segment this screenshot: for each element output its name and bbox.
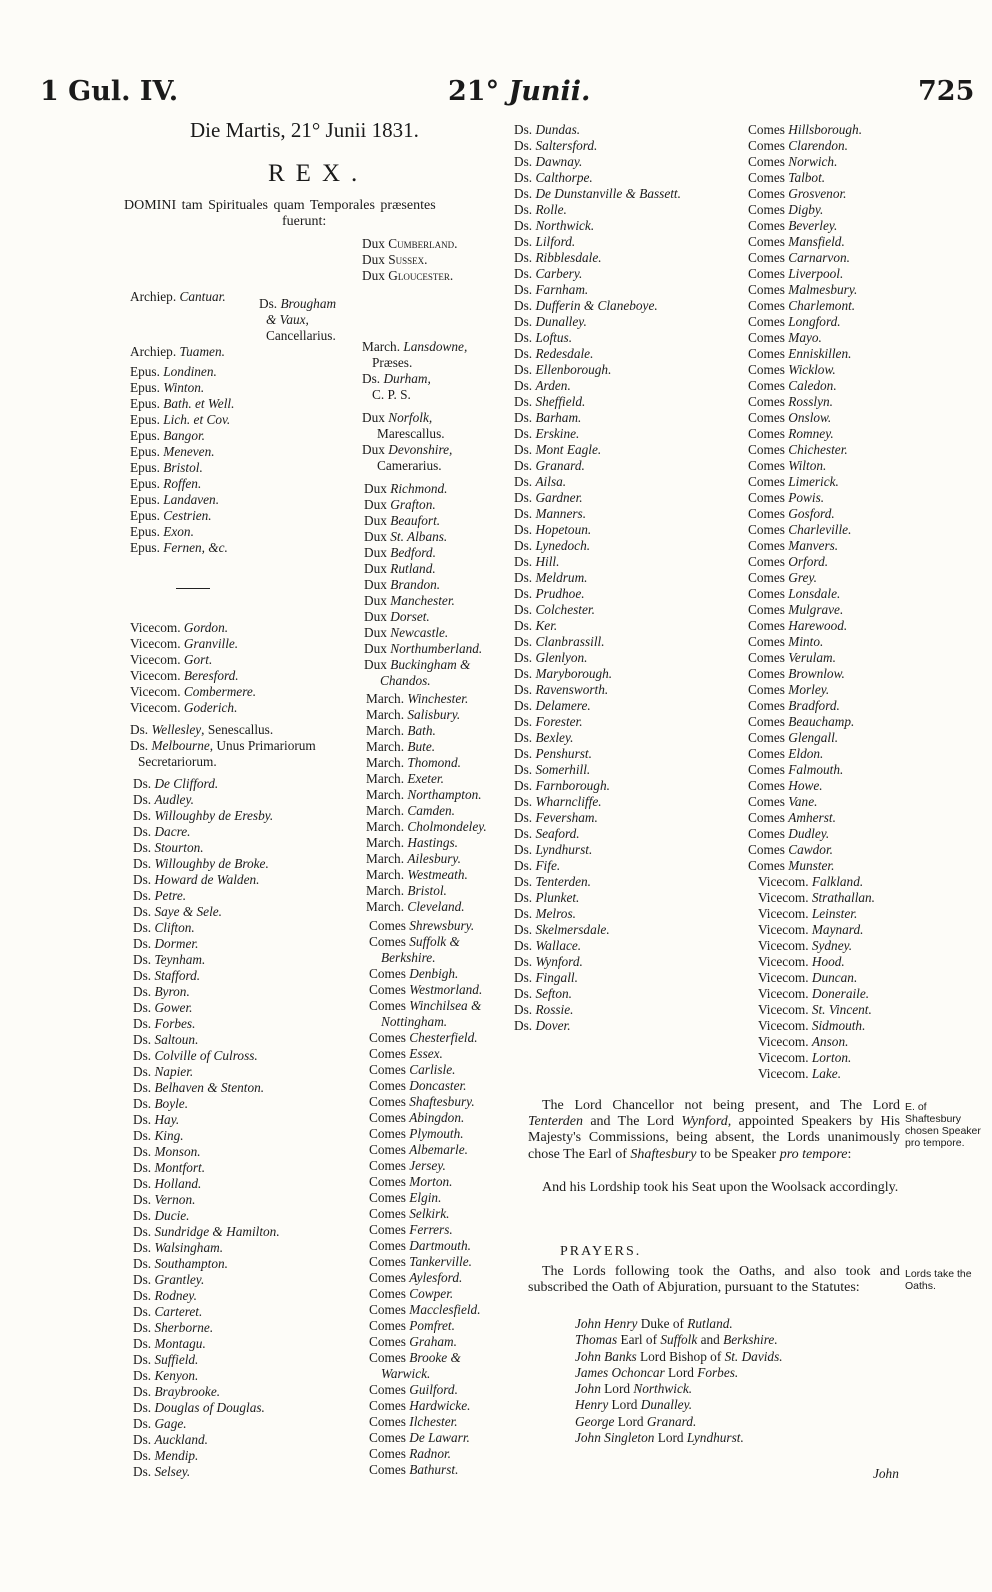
earl-entry: Comes Radnor. (369, 1446, 452, 1461)
earl-entry: Comes Wilton. (748, 458, 827, 473)
baron-entry: Ds. Boyle. (133, 1096, 189, 1111)
earls-list-1 (369, 918, 482, 1478)
viscount-entry: Vicecom. Maynard. (758, 922, 864, 937)
viscount-entry: Vicecom. Duncan. (758, 970, 858, 985)
baron-entry: Ds. Dover. (514, 1018, 571, 1033)
earl-entry: Comes Talbot. (748, 170, 826, 185)
bishop-entry: Epus. Winton. (130, 380, 205, 395)
baron-entry: Ds. Mendip. (133, 1448, 199, 1463)
baron-entry: Ds. Farnborough. (514, 778, 610, 793)
earl-entry: Comes Guilford. (369, 1382, 458, 1397)
baron-entry: Ds. Fingall. (514, 970, 578, 985)
bishop-entry: Epus. Meneven. (130, 444, 215, 459)
domini-line: DOMINI tam Spirituales quam Temporales præsentes (124, 198, 436, 213)
lord-chamberlain: Dux Devonshire, (362, 442, 453, 457)
viscounts-list-2 (758, 874, 875, 1082)
baron-entry: Ds. Howard de Walden. (133, 872, 260, 887)
oath-entry: John Singleton Lord Lyndhurst. (575, 1430, 744, 1446)
baron-entry: Ds. Teynham. (133, 952, 206, 967)
viscount-entry: Vicecom. St. Vincent. (758, 1002, 872, 1017)
earl-entry: Comes Bathurst. (369, 1462, 459, 1477)
viscount-entry: Vicecom. Falkland. (758, 874, 864, 889)
section-divider (176, 588, 210, 589)
secretary-of-state: Ds. Melbourne, Unus Primariorum (130, 738, 316, 753)
baron-entry: Ds. Walsingham. (133, 1240, 224, 1255)
earl-entry: Comes Macclesfield. (369, 1302, 481, 1317)
lord-chancellor-office: Cancellarius. (266, 328, 336, 343)
baron-entry: Ds. Manners. (514, 506, 587, 521)
baron-entry: Ds. Lyndhurst. (514, 842, 593, 857)
duke-entry: Dux Newcastle. (364, 625, 449, 640)
earl-entry: Comes Brooke & (369, 1350, 461, 1365)
fuerunt-line: fuerunt: (282, 214, 327, 229)
baron-entry: Ds. Wallace. (514, 938, 582, 953)
prayers-heading: PRAYERS. (560, 1244, 642, 1259)
earl-entry: Comes Falmouth. (748, 762, 844, 777)
baron-entry: Ds. Ailsa. (514, 474, 567, 489)
baron-entry: Ds. Plunket. (514, 890, 580, 905)
viscount-entry: Vicecom. Granville. (130, 636, 239, 651)
earl-entry: Comes Chichester. (748, 442, 848, 457)
baron-entry: Ds. Dufferin & Claneboye. (514, 298, 658, 313)
oath-takers-list (575, 1316, 783, 1446)
baron-entry: Ds. Delamere. (514, 698, 591, 713)
seat-paragraph: And his Lordship took his Seat upon the Woolsack accordingly. (542, 1180, 899, 1195)
baron-entry: Ds. De Clifford. (133, 776, 219, 791)
marquess-entry: March. Cholmondeley. (366, 819, 487, 834)
marquess-entry: March. Camden. (366, 803, 456, 818)
baron-entry: Ds. Fife. (514, 858, 561, 873)
baron-entry: Ds. Stafford. (133, 968, 201, 983)
baron-entry: Ds. Saltersford. (514, 138, 598, 153)
viscount-entry: Vicecom. Sydney. (758, 938, 853, 953)
oath-entry: George Lord Granard. (575, 1413, 697, 1429)
baron-entry: Ds. Penshurst. (514, 746, 592, 761)
duke-entry: Dux Richmond. (364, 481, 448, 496)
earl-marshal: Dux Norfolk, (362, 410, 433, 425)
baron-entry: Ds. Seaford. (514, 826, 580, 841)
viscount-entry: Vicecom. Combermere. (130, 684, 257, 699)
earl-entry: Comes Mansfield. (748, 234, 845, 249)
page-number: 725 (918, 76, 975, 107)
baron-entry: Ds. Maryborough. (514, 666, 613, 681)
running-head-center (448, 78, 590, 105)
baron-entry: Ds. Feversham. (514, 810, 598, 825)
baron-entry: Ds. Monson. (133, 1144, 201, 1159)
earl-entry: Comes Howe. (748, 778, 823, 793)
baron-entry: Ds. Southampton. (133, 1256, 228, 1271)
baron-entry: Ds. Prudhoe. (514, 586, 585, 601)
earl-entry: Comes Shaftesbury. (369, 1094, 475, 1109)
baron-entry: Ds. Vernon. (133, 1192, 196, 1207)
duke-entry: Dux Beaufort. (364, 513, 441, 528)
earl-entry: Nottingham. (381, 1014, 448, 1029)
baron-entry: Ds. Gage. (133, 1416, 187, 1431)
viscounts-list (130, 620, 256, 716)
duke-entry: Dux Rutland. (364, 561, 436, 576)
baron-entry: Ds. Mont Eagle. (514, 442, 602, 457)
earl-entry: Comes Carnarvon. (748, 250, 850, 265)
baron-entry: Ds. Dormer. (133, 936, 199, 951)
earl-entry: Comes Westmorland. (369, 982, 483, 997)
viscount-entry: Vicecom. Hood. (758, 954, 845, 969)
baron-entry: Ds. Calthorpe. (514, 170, 593, 185)
bishop-entry: Epus. Bristol. (130, 460, 203, 475)
earls-list-2 (748, 122, 862, 874)
baron-entry: Ds. De Dunstanville & Bassett. (514, 186, 681, 201)
oath-entry: Thomas Earl of Suffolk and Berkshire. (575, 1332, 778, 1348)
baron-entry: Ds. Forbes. (133, 1016, 196, 1031)
earl-entry: Comes Munster. (748, 858, 835, 873)
earl-entry: Comes Grey. (748, 570, 817, 585)
baron-entry: Ds. Melros. (514, 906, 576, 921)
earl-entry: Comes Morton. (369, 1174, 453, 1189)
baron-entry: Ds. Willoughby de Eresby. (133, 808, 274, 823)
earl-entry: Comes Longford. (748, 314, 841, 329)
duke-entry: Dux St. Albans. (364, 529, 448, 544)
earl-entry: Berkshire. (381, 950, 436, 965)
oath-entry: John Banks Lord Bishop of St. Davids. (575, 1348, 783, 1364)
bishops-list (130, 364, 234, 556)
baron-entry: Ds. Saye & Sele. (133, 904, 222, 919)
month-name: Junii. (508, 76, 591, 107)
marquess-entry: March. Winchester. (366, 691, 469, 706)
baron-entry: Ds. Dunalley. (514, 314, 587, 329)
earl-entry: Comes Grosvenor. (748, 186, 847, 201)
baron-entry: Ds. Petre. (133, 888, 187, 903)
earl-entry: Comes Charleville. (748, 522, 852, 537)
baron-entry: Ds. Auckland. (133, 1432, 208, 1447)
bishop-entry: Epus. Londinen. (130, 364, 217, 379)
baron-entry: Ds. Douglas of Douglas. (133, 1400, 265, 1415)
earl-entry: Comes Digby. (748, 202, 824, 217)
privy-seal: Ds. Durham, (362, 371, 431, 386)
earl-entry: Comes Cowper. (369, 1286, 454, 1301)
earl-entry: Comes Wicklow. (748, 362, 836, 377)
baron-entry: Ds. Lilford. (514, 234, 576, 249)
baron-entry: Ds. Tenterden. (514, 874, 591, 889)
baron-entry: Ds. Gower. (133, 1000, 193, 1015)
marquess-entry: March. Thomond. (366, 755, 461, 770)
duke-entry: Dux Brandon. (364, 577, 441, 592)
baron-entry: Ds. Skelmersdale. (514, 922, 610, 937)
baron-entry: Ds. Arden. (514, 378, 571, 393)
earl-entry: Comes Shrewsbury. (369, 918, 475, 933)
marquess-entry: March. Salisbury. (366, 707, 461, 722)
viscount-entry: Vicecom. Sidmouth. (758, 1018, 866, 1033)
earl-entry: Comes Elgin. (369, 1190, 442, 1205)
baron-entry: Ds. Carteret. (133, 1304, 203, 1319)
baron-entry: Ds. Montfort. (133, 1160, 206, 1175)
marquess-entry: March. Bristol. (366, 883, 447, 898)
baron-entry: Ds. Carbery. (514, 266, 583, 281)
baron-entry: Ds. Ker. (514, 618, 558, 633)
marquess-entry: March. Bath. (366, 723, 436, 738)
lord-steward: Ds. Wellesley, Senescallus. (130, 722, 274, 737)
lord-president: March. Lansdowne, (362, 339, 468, 354)
dukes-list (364, 481, 482, 673)
lord-chamberlain-office: Camerarius. (377, 458, 442, 473)
duke-entry: Dux Manchester. (364, 593, 455, 608)
bishop-entry: Epus. Landaven. (130, 492, 220, 507)
baron-entry: Ds. Stourton. (133, 840, 204, 855)
viscount-entry: Vicecom. Gort. (130, 652, 213, 667)
baron-entry: Ds. Colchester. (514, 602, 595, 617)
baron-entry: Ds. Glenlyon. (514, 650, 588, 665)
baron-entry: Ds. Clifton. (133, 920, 195, 935)
oath-entry: John Henry Duke of Rutland. (575, 1316, 733, 1331)
speaker-paragraph: The Lord Chancellor not being present, and The Lord Tenterden and The Lord Wynford, appointed Speakers by His Majesty's Commissions, being absent, the Lords unanimously chose The Earl of Shaftesbury to be Speaker pro tempore: (528, 1098, 900, 1162)
marquess-entry: March. Cleveland. (366, 899, 465, 914)
earl-entry: Comes Bradford. (748, 698, 840, 713)
baron-entry: Ds. Gardner. (514, 490, 583, 505)
viscount-entry: Vicecom. Lorton. (758, 1050, 852, 1065)
earl-entry: Comes Powis. (748, 490, 825, 505)
viscount-entry: Vicecom. Gordon. (130, 620, 229, 635)
baron-entry: Ds. Audley. (133, 792, 194, 807)
privy-seal-office: C. P. S. (372, 387, 411, 402)
earl-entry: Comes Ferrers. (369, 1222, 453, 1237)
baron-entry: Ds. Redesdale. (514, 346, 594, 361)
viscount-entry: Vicecom. Goderich. (130, 700, 238, 715)
oath-entry: John Lord Northwick. (575, 1381, 693, 1397)
baron-entry: Ds. Forester. (514, 714, 583, 729)
earl-entry: Comes Dudley. (748, 826, 830, 841)
earl-entry: Comes Aylesford. (369, 1270, 463, 1285)
earl-entry: Comes Graham. (369, 1334, 457, 1349)
marquesses-list (366, 691, 487, 915)
earl-entry: Comes Selkirk. (369, 1206, 450, 1221)
baron-entry: Ds. Rolle. (514, 202, 567, 217)
earl-entry: Comes Rosslyn. (748, 394, 833, 409)
baron-entry: Ds. Lynedoch. (514, 538, 591, 553)
baron-entry: Ds. Sefton. (514, 986, 572, 1001)
earl-entry: Comes Manvers. (748, 538, 839, 553)
earl-entry: Comes Ilchester. (369, 1414, 458, 1429)
earl-entry: Comes Albemarle. (369, 1142, 468, 1157)
baron-entry: Ds. Sheffield. (514, 394, 586, 409)
earl-entry: Comes Jersey. (369, 1158, 446, 1173)
baron-entry: Ds. Northwick. (514, 218, 595, 233)
earl-entry: Comes Chesterfield. (369, 1030, 478, 1045)
baron-entry: Ds. Bexley. (514, 730, 574, 745)
earl-entry: Comes Vane. (748, 794, 818, 809)
baron-entry: Ds. Hill. (514, 554, 560, 569)
earl-entry: Comes Morley. (748, 682, 830, 697)
earl-entry: Comes Orford. (748, 554, 829, 569)
rex-heading: REX. (268, 160, 369, 187)
earl-entry: Comes Mulgrave. (748, 602, 844, 617)
lord-president-office: Præses. (372, 355, 413, 370)
baron-entry: Ds. Dundas. (514, 122, 581, 137)
royal-duke-entry: Dux Sussex. (362, 252, 428, 267)
oath-entry: Henry Lord Dunalley. (575, 1397, 693, 1413)
marquess-entry: March. Exeter. (366, 771, 444, 786)
earl-entry: Comes Denbigh. (369, 966, 459, 981)
baron-entry: Ds. Erskine. (514, 426, 580, 441)
bishop-entry: Epus. Fernen, &c. (130, 540, 228, 555)
running-head-left: 1 Gul. IV. (40, 76, 179, 107)
baron-entry: Ds. Braybrooke. (133, 1384, 221, 1399)
earl-entry: Warwick. (381, 1366, 431, 1381)
baron-entry: Ds. Barham. (514, 410, 582, 425)
earl-entry: Comes Cawdor. (748, 842, 833, 857)
earl-marshal-office: Marescallus. (377, 426, 445, 441)
earl-entry: Comes Clarendon. (748, 138, 848, 153)
duke-chandos: Chandos. (380, 673, 431, 688)
earl-entry: Comes Caledon. (748, 378, 837, 393)
baron-entry: Ds. Kenyon. (133, 1368, 199, 1383)
earl-entry: Comes Limerick. (748, 474, 839, 489)
baron-entry: Ds. Farnham. (514, 282, 589, 297)
earl-entry: Comes Beauchamp. (748, 714, 855, 729)
baron-entry: Ds. Colville of Culross. (133, 1048, 258, 1063)
marquess-entry: March. Bute. (366, 739, 436, 754)
earl-entry: Comes De Lawarr. (369, 1430, 470, 1445)
earl-entry: Comes Gosford. (748, 506, 835, 521)
earl-entry: Comes Amherst. (748, 810, 836, 825)
earl-entry: Comes Malmesbury. (748, 282, 858, 297)
baron-entry: Ds. Grantley. (133, 1272, 205, 1287)
viscount-entry: Vicecom. Leinster. (758, 906, 858, 921)
baron-entry: Ds. Holland. (133, 1176, 202, 1191)
baron-entry: Ds. Ribblesdale. (514, 250, 602, 265)
baron-entry: Ds. Selsey. (133, 1464, 191, 1479)
baron-entry: Ds. Suffield. (133, 1352, 199, 1367)
viscount-entry: Vicecom. Anson. (758, 1034, 849, 1049)
baron-entry: Ds. Loftus. (514, 330, 573, 345)
earl-entry: Comes Carlisle. (369, 1062, 456, 1077)
baron-entry: Ds. Clanbrassill. (514, 634, 605, 649)
baron-entry: Ds. Hopetoun. (514, 522, 592, 537)
baron-entry: Ds. Montagu. (133, 1336, 206, 1351)
baron-entry: Ds. Granard. (514, 458, 585, 473)
baron-entry: Ds. Rodney. (133, 1288, 197, 1303)
bishop-entry: Epus. Bangor. (130, 428, 205, 443)
duke-entry: Dux Northumberland. (364, 641, 483, 656)
catchword: John (873, 1466, 899, 1481)
earl-entry: Comes Glengall. (748, 730, 839, 745)
sitting-date: Die Martis, 21° Junii 1831. (190, 118, 419, 142)
earl-entry: Comes Norwich. (748, 154, 838, 169)
duke-entry: Dux Grafton. (364, 497, 436, 512)
baron-entry: Ds. Ducie. (133, 1208, 190, 1223)
baron-entry: Ds. Ravensworth. (514, 682, 609, 697)
baron-entry: Ds. Sherborne. (133, 1320, 214, 1335)
marquess-entry: March. Westmeath. (366, 867, 468, 882)
duke-entry: Dux Bedford. (364, 545, 436, 560)
viscount-entry: Vicecom. Doneraile. (758, 986, 870, 1001)
archbishop-tuam: Archiep. Tuamen. (130, 344, 225, 359)
baron-entry: Ds. Wharncliffe. (514, 794, 602, 809)
secretary-office: Secretariorum. (138, 754, 217, 769)
earl-entry: Comes Enniskillen. (748, 346, 852, 361)
baron-entry: Ds. Somerhill. (514, 762, 591, 777)
marquess-entry: March. Ailesbury. (366, 851, 461, 866)
baron-entry: Ds. Wynford. (514, 954, 583, 969)
earl-entry: Comes Beverley. (748, 218, 838, 233)
earl-entry: Comes Pomfret. (369, 1318, 455, 1333)
viscount-entry: Vicecom. Beresford. (130, 668, 239, 683)
duke-entry: Dux Buckingham & (364, 657, 471, 672)
viscount-entry: Vicecom. Lake. (758, 1066, 842, 1081)
margin-note-oaths: Lords take the Oaths. (905, 1268, 972, 1292)
date-numeral: 21° (448, 76, 500, 107)
earl-entry: Comes Charlemont. (748, 298, 856, 313)
baron-entry: Ds. Dawnay. (514, 154, 583, 169)
marquess-entry: March. Hastings. (366, 835, 458, 850)
margin-note-speaker: E. of Shaftesbury chosen Speaker pro tempore. (905, 1101, 981, 1149)
lord-chancellor: Ds. Brougham (259, 296, 337, 311)
baron-entry: Ds. Napier. (133, 1064, 194, 1079)
earl-entry: Comes Tankerville. (369, 1254, 472, 1269)
baron-entry: Ds. King. (133, 1128, 184, 1143)
royal-duke-entry: Dux Cumberland. (362, 236, 458, 251)
baron-entry: Ds. Ellenborough. (514, 362, 612, 377)
earl-entry: Comes Essex. (369, 1046, 443, 1061)
baron-entry: Ds. Sundridge & Hamilton. (133, 1224, 280, 1239)
earl-entry: Comes Minto. (748, 634, 824, 649)
earl-entry: Comes Verulam. (748, 650, 836, 665)
oaths-paragraph: The Lords following took the Oaths, and also took and subscribed the Oath of Abjuration, pursuant to the Statutes: (528, 1264, 900, 1296)
baron-entry: Ds. Dacre. (133, 824, 191, 839)
bishop-entry: Epus. Roffen. (130, 476, 202, 491)
baron-entry: Ds. Saltoun. (133, 1032, 199, 1047)
viscount-entry: Vicecom. Strathallan. (758, 890, 876, 905)
earl-entry: Comes Mayo. (748, 330, 822, 345)
earl-entry: Comes Romney. (748, 426, 834, 441)
earl-entry: Comes Abingdon. (369, 1110, 465, 1125)
earl-entry: Comes Lonsdale. (748, 586, 841, 601)
earl-entry: Comes Dartmouth. (369, 1238, 471, 1253)
earl-entry: Comes Eldon. (748, 746, 824, 761)
royal-duke-entry: Dux Gloucester. (362, 268, 454, 283)
archbishop-canterbury: Archiep. Cantuar. (130, 289, 226, 304)
baron-entry: Ds. Willoughby de Broke. (133, 856, 269, 871)
baron-entry: Ds. Belhaven & Stenton. (133, 1080, 265, 1095)
earl-entry: Comes Liverpool. (748, 266, 844, 281)
baron-entry: Ds. Rossie. (514, 1002, 574, 1017)
earl-entry: Comes Brownlow. (748, 666, 845, 681)
earl-entry: Comes Harewood. (748, 618, 848, 633)
bishop-entry: Epus. Cestrien. (130, 508, 212, 523)
earl-entry: Comes Doncaster. (369, 1078, 467, 1093)
bishop-entry: Epus. Exon. (130, 524, 194, 539)
earl-entry: Comes Suffolk & (369, 934, 460, 949)
baron-entry: Ds. Hay. (133, 1112, 180, 1127)
barons-list-2 (514, 122, 681, 1034)
earl-entry: Comes Onslow. (748, 410, 832, 425)
barons-list-1 (133, 776, 280, 1480)
earl-entry: Comes Hillsborough. (748, 122, 863, 137)
baron-entry: Ds. Byron. (133, 984, 190, 999)
baron-entry: Ds. Meldrum. (514, 570, 588, 585)
marquess-entry: March. Northampton. (366, 787, 482, 802)
oath-entry: James Ochoncar Lord Forbes. (575, 1364, 739, 1380)
lord-chancellor-vaux: & Vaux, (266, 312, 309, 327)
duke-entry: Dux Dorset. (364, 609, 430, 624)
earl-entry: Comes Winchilsea & (369, 998, 482, 1013)
earl-entry: Comes Plymouth. (369, 1126, 464, 1141)
bishop-entry: Epus. Lich. et Cov. (130, 412, 231, 427)
bishop-entry: Epus. Bath. et Well. (130, 396, 235, 411)
earl-entry: Comes Hardwicke. (369, 1398, 471, 1413)
royal-dukes-list (362, 236, 457, 284)
